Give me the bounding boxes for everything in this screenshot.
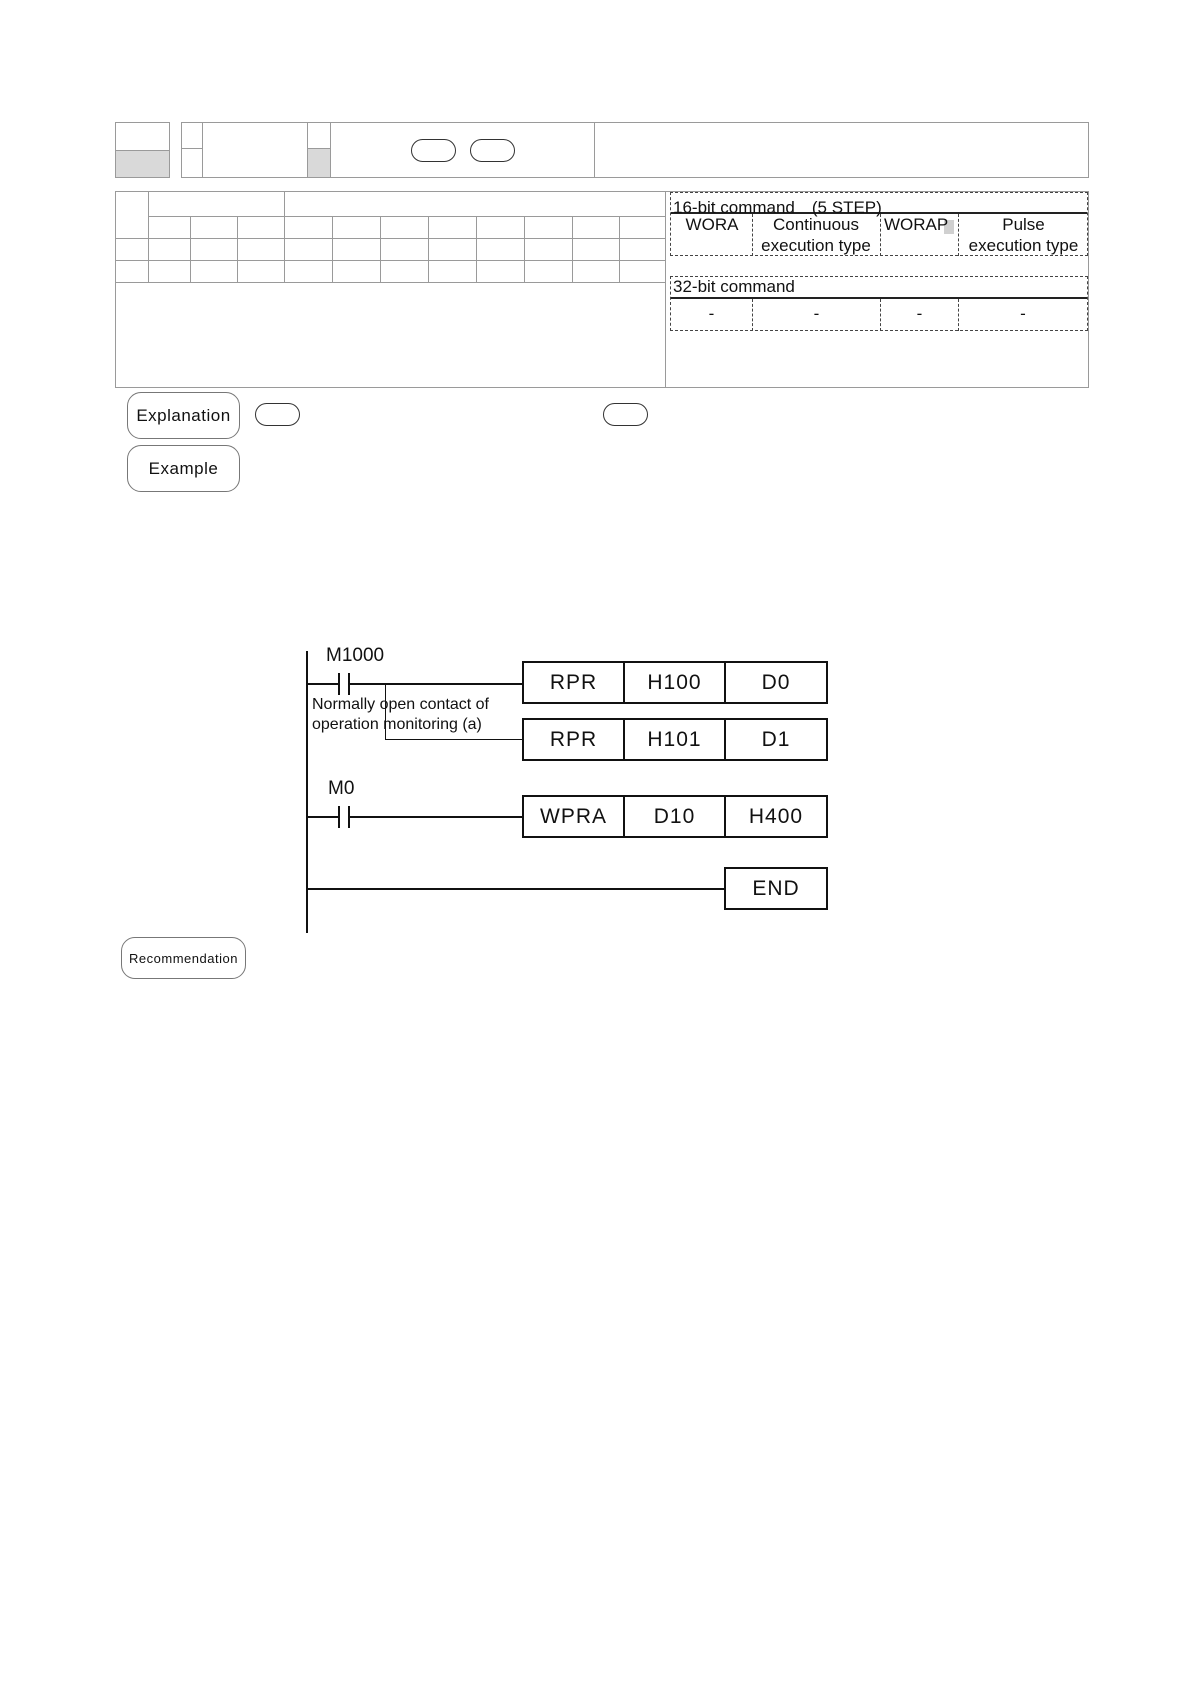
grid-vline (572, 216, 573, 282)
grid-vline (524, 216, 525, 282)
cmd32-cell: - (916, 304, 923, 323)
rung2-wire-left (306, 816, 338, 818)
cmd16-header: 16-bit command (5 STEP) (673, 198, 882, 217)
power-rail (306, 651, 308, 933)
recommendation-tag: Recommendation (121, 937, 246, 979)
grid-vline (380, 216, 381, 282)
cmd-worap: WORAP (884, 215, 949, 234)
instruction-rpr: RPR (522, 718, 625, 761)
contact-bar (338, 806, 340, 828)
cmd32-cell: - (708, 304, 715, 323)
grid-vline (619, 216, 620, 282)
header-shade (308, 149, 330, 177)
operand-d0: D0 (724, 661, 828, 704)
cmd-continuous-line1: Continuous (772, 215, 859, 234)
grid-hline (115, 282, 665, 283)
table-split (665, 191, 666, 388)
cmd-divider (880, 214, 881, 256)
header-cell-1-shade (116, 150, 169, 177)
grid-vline (237, 216, 238, 282)
header-divider (181, 148, 202, 149)
explanation-tag: Explanation (127, 392, 240, 439)
cmd-pulse-line1: Pulse (1002, 215, 1045, 234)
header-divider (330, 122, 331, 178)
grid-vline (284, 191, 285, 282)
cmd32-cell: - (1020, 304, 1026, 323)
grid-hline (148, 216, 665, 217)
operand-h400: H400 (724, 795, 828, 838)
grid-hline (115, 238, 665, 239)
contact-note-line1: Normally open contact of (312, 696, 489, 713)
cmd32-underline (671, 297, 1087, 299)
contact-bar (338, 673, 340, 695)
end-instruction: END (724, 867, 828, 910)
rung1-wire-left (306, 683, 338, 685)
cmd-wora: WORA (685, 215, 739, 234)
header-divider (202, 122, 203, 178)
cmd-continuous-line2: execution type (761, 236, 871, 255)
operand-d10: D10 (623, 795, 726, 838)
cmd32-cell: - (813, 304, 820, 323)
operand-pill (411, 139, 456, 162)
operand-h100: H100 (623, 661, 726, 704)
example-tag: Example (127, 445, 240, 492)
grid-vline (476, 216, 477, 282)
contact-label-m1000: M1000 (326, 645, 385, 666)
contact-note-line2: operation monitoring (a) (312, 716, 482, 733)
operand-pill (470, 139, 515, 162)
cmd-pulse-line2: execution type (968, 236, 1079, 255)
cmd32-header: 32-bit command (673, 277, 795, 296)
end-wire (306, 888, 726, 890)
cmd-divider (958, 214, 959, 256)
rung1-wire-right (350, 683, 523, 685)
operand-d1: D1 (724, 718, 828, 761)
grid-vline (428, 216, 429, 282)
grid-hline (115, 260, 665, 261)
rung2-wire-right (350, 816, 523, 818)
grid-vline (190, 216, 191, 282)
operand-pill (603, 403, 648, 426)
branch-wire (385, 739, 523, 740)
instruction-rpr: RPR (522, 661, 625, 704)
header-divider (594, 122, 595, 178)
grid-vline (148, 191, 149, 282)
operand-h101: H101 (623, 718, 726, 761)
grid-vline (332, 216, 333, 282)
contact-label-m0: M0 (328, 778, 355, 799)
instruction-wpra: WPRA (522, 795, 625, 838)
operand-pill (255, 403, 300, 426)
